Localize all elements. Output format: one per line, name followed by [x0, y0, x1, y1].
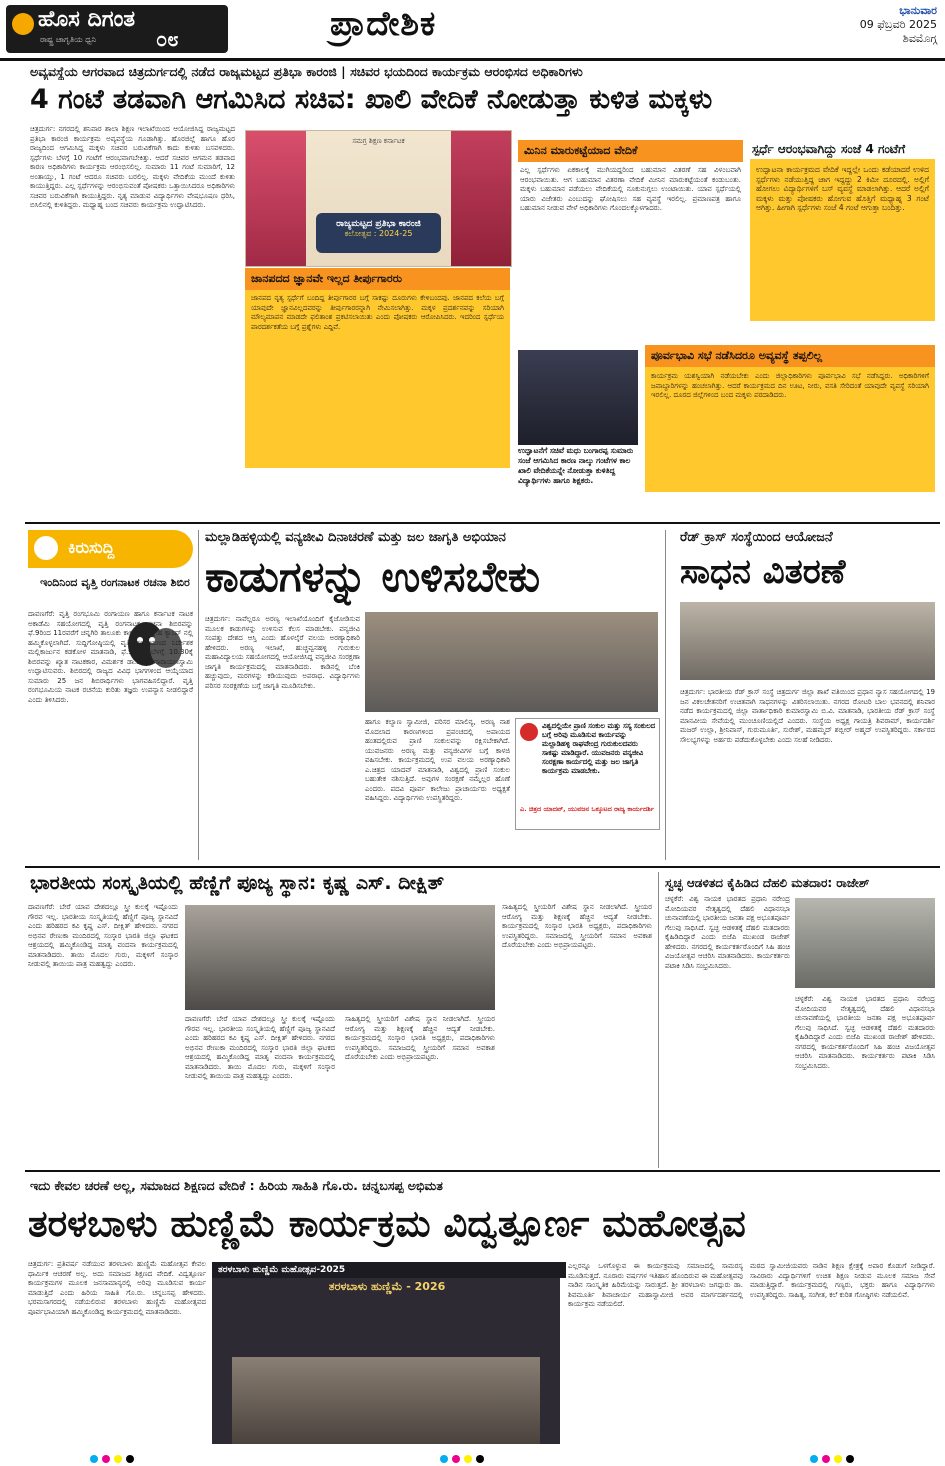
- black-dot: [846, 1455, 854, 1463]
- lead-body: ಚಿತ್ರದುರ್ಗ: ನಗರದಲ್ಲಿ ಶನಿವಾರ ಶಾಲಾ ಶಿಕ್ಷಣ ಇಲಾಖೆಯಿಂದ ಆಯೋಜಿಸಿದ್ದ ರಾಜ್ಯಮಟ್ಟದ ಪ್ರತಿಭಾ ಕಾರಂಜಿ ಕಾರ್ಯಕ್ರಮ ಅವ್ಯವಸ್ಥೆಯ ಗೂಡಾಗಿತ್ತು. ಹೊರಜಿಲ್ಲೆ ಹಾಗೂ ಹೊರ ರಾಜ್ಯದಿಂದ ಆಗಮಿಸಿದ್ದ ಮಕ್ಕಳು ಸಚಿವರ ಬರುವಿಕೆಗಾಗಿ ಕಾದು ಕುಳಿತು ಬಸವಳಿದರು. ಸ್ಪರ್ಧೆಗಳು ಬೆಳಗ್ಗೆ 10 ಗಂಟೆಗೆ ಆರಂಭವಾಗಬೇಕಿತ್ತು. ಆದರೆ ಸಚಿವರ ಆಗಮನ ತಡವಾದ ಕಾರಣ ಅಧಿಕಾರಿಗಳು ಕಾರ್ಯಕ್ರಮ ಆರಂಭಿಸಲಿಲ್ಲ. ಸುಮಾರು 11 ಗಂಟೆ ಸುಮಾರಿಗೆ, 12 ಅಂತಾಯ್ತು, 1 ಗಂಟೆ ಆದರೂ ಸಚಿವರು ಬರಲಿಲ್ಲ. ಮಕ್ಕಳು ವೇದಿಕೆಯ ಮುಂದೆ ಕುಳಿತು ಕಾಯುತ್ತಿದ್ದರು. ಎಲ್ಲ ಸ್ಪರ್ಧೆಗಳನ್ನು ಆರಂಭಿಸುವಂತೆ ಪೋಷಕರು ಒತ್ತಾಯಿಸಿದರೂ ಅಧಿಕಾರಿಗಳು ಸಚಿವರ ಬರುವಿಕೆಗಾಗಿ ಕಾಯುತ್ತಿದ್ದರು. ನೃತ್ಯ ಮಾಡುವ ವಿದ್ಯಾರ್ಥಿಗಳು ವೇಷಭೂಷಣ ಧರಿಸಿ, ಬಿಸಿಲಿನಲ್ಲಿ ಕುಳಿತಿದ್ದರು. ಮಧ್ಯಾಹ್ನ ಬಂದ ಸಚಿವರು ಕಾರ್ಯಕ್ರಮ ಉದ್ಘಾಟಿಸಿದರು.: [30, 125, 235, 209]
- box-body: ಉದ್ಘಾಟನಾ ಕಾರ್ಯಕ್ರಮದ ವೇದಿಕೆ ಇದ್ದಲ್ಲೇ ಒಂದು ಕಡೆಯಾದರೆ ಉಳಿದ ಸ್ಪರ್ಧೆಗಳು ನಡೆಯುತ್ತಿದ್ದ ಜಾಗ ಇದ್ದದ್ದು 2 ಕಿಮೀ ದೂರದಲ್ಲಿ. ಅಲ್ಲಿಗೆ ಹೋಗಲು ವಿದ್ಯಾರ್ಥಿಗಳಿಗೆ ಬಸ್ ವ್ಯವಸ್ಥೆ ಮಾಡಲಾಗಿತ್ತು. ಆದರೆ ಅಲ್ಲಿಗೆ ಮಕ್ಕಳು ಮತ್ತು ಪೋಷಕರು ಹೋಗುವ ಹೊತ್ತಿಗೆ ಮಧ್ಯಾಹ್ನ 3 ಗಂಟೆ ಆಗಿತ್ತು. ಹೀಗಾಗಿ ಸ್ಪರ್ಧೆಗಳು ಸಂಜೆ 4 ಗಂಟೆ ಆಗುತ್ತಾ ಬಂದಿತ್ತು.: [750, 159, 935, 321]
- divider: [25, 1170, 940, 1172]
- logo-title: ಹೊಸ ದಿಗಂತ: [38, 7, 136, 32]
- culture-headline: ಭಾರತೀಯ ಸಂಸ್ಕೃತಿಯಲ್ಲಿ ಹೆಣ್ಣಿಗೆ ಪೂಜ್ಯ ಸ್ಥಾನ: ಕೃಷ್ಣ ಎಸ್. ದೀಕ್ಷಿತ್: [30, 872, 444, 894]
- lead-kicker: ಅವ್ಯವಸ್ಥೆಯ ಆಗರವಾದ ಚಿತ್ರದುರ್ಗದಲ್ಲಿ ನಡೆದ ರಾಜ್ಯಮಟ್ಟದ ಪ್ರತಿಭಾ ಕಾರಂಜಿ | ಸಚಿವರ ಭಯದಿಂದ ಕಾರ್ಯಕ್ರಮ ಆರಂಭಿಸದ ಅಧಿಕಾರಿಗಳು: [30, 64, 583, 79]
- magenta-dot: [452, 1455, 460, 1463]
- masthead: [0, 0, 945, 61]
- culture-body-col4: ಸಾಹಿತ್ಯದಲ್ಲಿ ಸ್ತ್ರೀಯರಿಗೆ ವಿಶೇಷ ಸ್ಥಾನ ನೀಡಲಾಗಿದೆ. ಸ್ತ್ರೀಯರ ಆರೋಗ್ಯ ಮತ್ತು ಶಿಕ್ಷಣಕ್ಕೆ ಹೆಚ್ಚಿನ ಆದ್ಯತೆ ನೀಡಬೇಕು. ಕಾರ್ಯಕ್ರಮದಲ್ಲಿ ಸಂಸ್ಕಾರ ಭಾರತಿ ಅಧ್ಯಕ್ಷರು, ಪದಾಧಿಕಾರಿಗಳು ಉಪಸ್ಥಿತರಿದ್ದರು. ಸಮಾಜದಲ್ಲಿ ಸ್ತ್ರೀಯರಿಗೆ ಸಮಾನ ಅವಕಾಶ ದೊರೆಯಬೇಕು ಎಂದು ಅಭಿಪ್ರಾಯಪಟ್ಟರು.: [502, 903, 652, 949]
- festival-kicker: ಇದು ಕೇವಲ ಚರಣೆ ಅಲ್ಲ, ಸಮಾಜದ ಶಿಕ್ಷಣದ ವೇದಿಕೆ : ಹಿರಿಯ ಸಾಹಿತಿ ಗೊ.ರು. ಚನ್ನಬಸಪ್ಪ ಅಭಿಮತ: [30, 1178, 443, 1193]
- divider: [665, 530, 666, 860]
- kirusuddi-tag: [28, 530, 193, 568]
- registration-marks: [810, 1455, 854, 1463]
- redcross-body: ಚಿತ್ರದುರ್ಗ: ಭಾರತೀಯ ರೆಡ್ ಕ್ರಾಸ್ ಸಂಸ್ಥೆ ಚಿತ್ರದುರ್ಗ ಜಿಲ್ಲಾ ಶಾಖೆ ವತಿಯಿಂದ ಪ್ರಧಾನ ನ್ಯಾಸ ಸಹಯೋಗದಲ್ಲಿ 19 ಜನ ವಿಕಲಚೇತನರಿಗೆ ಉಚಿತವಾಗಿ ಸಾಧನಗಳನ್ನು ವಿತರಿಸಲಾಯಿತು. ನಗರದ ರೋಟರಿ ಬಾಲ ಭವನದಲ್ಲಿ ಶನಿವಾರ ನಡೆದ ಕಾರ್ಯಕ್ರಮದಲ್ಲಿ ಜಿಲ್ಲಾ ವಾರ್ತಾಧಿಕಾರಿ ಕುಮಾರಸ್ವಾಮಿ ಬಿ.ವಿ. ಮಾತನಾಡಿ, ಭಾರತೀಯ ರೆಡ್ ಕ್ರಾಸ್ ಸಂಸ್ಥೆ ಮಾನವೀಯ ಸೇವೆಯಲ್ಲಿ ಮುಂಚೂಣಿಯಲ್ಲಿದೆ ಎಂದರು. ಸಂಸ್ಥೆಯ ಅಧ್ಯಕ್ಷ ಗಾಯತ್ರಿ ಶಿವರಾಮ್, ಕಾರ್ಯದರ್ಶಿ ಮಜರ್ ಉಲ್ಲಾ, ಶ್ರೀನಿವಾಸ್, ಗುರುಮೂರ್ತಿ, ಸುರೇಶ್, ಮಹಮ್ಮದ್ ಶಬ್ಬೀರ್ ಅಹ್ಮದ್ ಉಪಸ್ಥಿತರಿದ್ದರು. ಸರ್ಕಾರದ ಸೌಲಭ್ಯಗಳನ್ನು ಅರ್ಹರು ಪಡೆದುಕೊಳ್ಳಬೇಕು ಎಂದು ಸಲಹೆ ನೀಡಿದರು.: [680, 688, 935, 744]
- registration-marks: [440, 1455, 484, 1463]
- newspaper-logo: [6, 5, 228, 53]
- divider: [25, 522, 940, 524]
- logo-tagline: ರಾಷ್ಟ್ರ ಜಾಗೃತಿಯ ಧ್ವನಿ: [40, 35, 97, 44]
- voter-event-photo: [795, 898, 935, 988]
- redcross-kicker: ರೆಡ್ ಕ್ರಾಸ್ ಸಂಸ್ಥೆಯಿಂದ ಆಯೋಜನೆ: [680, 530, 833, 545]
- festival-banner-sub: ತರಳಬಾಳು ಹುಣ್ಣಿಮೆ - 2026: [328, 1280, 446, 1293]
- banner-title: ರಾಜ್ಯಮಟ್ಟದ ಪ್ರತಿಭಾ ಕಾರಂಜಿ: [336, 219, 421, 229]
- redcross-headline: ಸಾಧನ ವಿತರಣೆ: [680, 552, 846, 592]
- artist-photo: [451, 131, 511, 266]
- lead-box-meeting: [645, 345, 935, 515]
- megaphone-icon: [34, 536, 58, 560]
- registration-marks: [90, 1455, 134, 1463]
- section-title: ಪ್ರಾದೇಶಿಕ: [330, 4, 437, 44]
- culture-event-photo: [185, 905, 495, 1010]
- cyan-dot: [810, 1455, 818, 1463]
- kirusuddi-headline: ಇಂದಿನಿಂದ ವೃತ್ತಿ ರಂಗನಾಟಕ ರಚನಾ ಶಿಬಿರ: [40, 576, 190, 589]
- festival-body-mid: ಎಲ್ಲರನ್ನೂ ಒಳಗೊಳ್ಳುವ ಈ ಕಾರ್ಯಕ್ರಮವು ಸಮಾಜದಲ್ಲಿ ಸಾಮರಸ್ಯ ಮೂಡಿಸುತ್ತದೆ. ನೂರಾರು ವರ್ಷಗಳ ಇತಿಹಾಸ ಹೊಂದಿರುವ ಈ ಮಹೋತ್ಸವವು ನಾಡಿನ ಸಾಂಸ್ಕೃತಿಕ ಹಿರಿಮೆಯನ್ನು ಸಾರುತ್ತದೆ. ಶ್ರೀ ತರಳಬಾಳು ಜಗದ್ಗುರು ಡಾ. ಶಿವಮೂರ್ತಿ ಶಿವಾಚಾರ್ಯ ಮಹಾಸ್ವಾಮೀಜಿ ಅವರ ಮಾರ್ಗದರ್ಶನದಲ್ಲಿ ಕಾರ್ಯಕ್ರಮ ನಡೆಯಲಿದೆ.: [568, 1262, 743, 1308]
- divider: [658, 872, 659, 1168]
- yellow-dot: [464, 1455, 472, 1463]
- yellow-dot: [114, 1455, 122, 1463]
- lead-box-time: [750, 140, 935, 340]
- date-label: 09 ಫೆಬ್ರವರಿ 2025: [859, 18, 937, 31]
- forest-event-photo: [365, 612, 658, 712]
- lead-box-stage: [518, 140, 743, 350]
- festival-event-photo: [212, 1262, 560, 1444]
- dateline: [860, 4, 937, 46]
- page-number: ೦೮: [156, 27, 179, 51]
- voter-headline: ಸ್ವಚ್ಛ ಆಡಳಿತದ ಕೈಹಿಡಿದ ದೆಹಲಿ ಮತದಾರ: ರಾಜೇಶ್: [665, 876, 870, 890]
- magenta-dot: [822, 1455, 830, 1463]
- lead-photo-caption: ಉದ್ಘಾಟನೆಗೆ ಸಚಿವೆ ಮಧು ಬಂಗಾರಪ್ಪ ಸುಮಾರು ಸಂಜೆ ಆಗಮಿಸಿದ ಕಾರಣ ನಾಲ್ಕು ಗಂಟೆಗಳ ಕಾಲ ಖಾಲಿ ವೇದಿಕೆಯನ್ನೇ ನೋಡುತ್ತಾ ಕುಳಿತಿದ್ದ ವಿದ್ಯಾರ್ಥಿಗಳು ಹಾಗೂ ಶಿಕ್ಷಕರು.: [518, 446, 634, 485]
- divider: [198, 530, 199, 860]
- black-dot: [476, 1455, 484, 1463]
- banner-line: ಸಮಗ್ರ ಶಿಕ್ಷಣ ಕರ್ನಾಟಕ: [352, 137, 405, 145]
- black-dot: [126, 1455, 134, 1463]
- quote-icon: [520, 723, 538, 741]
- festival-headline: ತರಳಬಾಳು ಹುಣ್ಣಿಮೆ ಕಾರ್ಯಕ್ರಮ ವಿದ್ವತ್ಪೂರ್ಣ ಮಹೋತ್ಸವ: [28, 1202, 746, 1245]
- lead-headline: 4 ಗಂಟೆ ತಡವಾಗಿ ಆಗಮಿಸಿದ ಸಚಿವ: ಖಾಲಿ ವೇದಿಕೆ ನೋಡುತ್ತಾ ಕುಳಿತ ಮಕ್ಕಳು: [30, 84, 713, 115]
- quote-text: ವಿಶ್ವದಲ್ಲಿಯೇ ಪ್ರಾಣಿ ಸಂಕುಲ ಮತ್ತು ಸಸ್ಯ ಸಂಕುಲದ ಬಗ್ಗೆ ಅರಿವು ಮೂಡಿಸುವ ಕಾರ್ಯವನ್ನು ಮಲ್ಲಾಡಿಹಳ್ಳಿ ರಾಘವೇಂದ್ರ ಗುರುಕುಲದವರು ಸಾಕಷ್ಟು ಮಾಡಿದ್ದಾರೆ. ಯುವಜನರು ವನ್ಯಜೀವಿ ಸಂರಕ್ಷಣಾ ಕಾರ್ಯದಲ್ಲಿ ಮತ್ತು ಜಲ ಜಾಗೃತಿ ಕಾರ್ಯಕ್ರಮ ಮಾಡಬೇಕು.: [542, 722, 656, 775]
- lead-stage-photo: [518, 350, 638, 445]
- cyan-dot: [440, 1455, 448, 1463]
- forest-body-left: ಚಿತ್ರದುರ್ಗ: ನಾವೆಲ್ಲರೂ ಅರಣ್ಯ ಇಲಾಖೆಯೊಂದಿಗೆ ಕೈಜೋಡಿಸುವ ಮೂಲಕ ಕಾಡುಗಳನ್ನು ಉಳಿಸುವ ಕೆಲಸ ಮಾಡಬೇಕು. ವನ್ಯಜೀವಿ ಸಂಪತ್ತು ದೇಶದ ಆಸ್ತಿ ಎಂದು ಹೊಳಲ್ಕೆರೆ ವಲಯ ಅರಣ್ಯಾಧಿಕಾರಿ ಹೇಳಿದರು. ಅರಣ್ಯ ಇಲಾಖೆ, ಹುಚ್ಚವ್ವನಹಳ್ಳಿ ಗುರುಕುಲ ಮಹಾವಿದ್ಯಾಲಯ ಸಹಯೋಗದಲ್ಲಿ ಆಯೋಜಿಸಿದ್ದ ವನ್ಯಜೀವಿ ಸಂರಕ್ಷಣಾ ಜಾಗೃತಿ ಕಾರ್ಯಕ್ರಮದಲ್ಲಿ ಮಾತನಾಡಿದರು. ಕಾಡಿನಲ್ಲಿ ಬೆಂಕಿ ಹಚ್ಚುವುದು, ಮರಗಳನ್ನು ಕಡಿಯುವುದು ಅಪರಾಧ. ವಿದ್ಯಾರ್ಥಿಗಳು ಪರಿಸರ ಸಂರಕ್ಷಣೆಯ ಬಗ್ಗೆ ಜಾಗೃತಿ ಮೂಡಿಸಬೇಕು.: [205, 615, 360, 690]
- banner-year: ಕಲೋತ್ಸವ : 2024-25: [344, 229, 413, 238]
- culture-body-right: ಸಾಹಿತ್ಯದಲ್ಲಿ ಸ್ತ್ರೀಯರಿಗೆ ವಿಶೇಷ ಸ್ಥಾನ ನೀಡಲಾಗಿದೆ. ಸ್ತ್ರೀಯರ ಆರೋಗ್ಯ ಮತ್ತು ಶಿಕ್ಷಣಕ್ಕೆ ಹೆಚ್ಚಿನ ಆದ್ಯತೆ ನೀಡಬೇಕು. ಕಾರ್ಯಕ್ರಮದಲ್ಲಿ ಸಂಸ್ಕಾರ ಭಾರತಿ ಅಧ್ಯಕ್ಷರು, ಪದಾಧಿಕಾರಿಗಳು ಉಪಸ್ಥಿತರಿದ್ದರು. ಸಮಾಜದಲ್ಲಿ ಸ್ತ್ರೀಯರಿಗೆ ಸಮಾನ ಅವಕಾಶ ದೊರೆಯಬೇಕು ಎಂದು ಅಭಿಪ್ರಾಯಪಟ್ಟರು.: [345, 1015, 495, 1061]
- city-label: ಶಿವಮೊಗ್ಗ: [902, 32, 937, 45]
- divider: [25, 866, 940, 868]
- magenta-dot: [102, 1455, 110, 1463]
- dignitaries-group: [232, 1357, 540, 1444]
- box-body: ಕಾರ್ಯಕ್ರಮ ಯಶಸ್ವಿಯಾಗಿ ನಡೆಯಬೇಕು ಎಂದು ಜಿಲ್ಲಾಧಿಕಾರಿಗಳು ಪೂರ್ವಭಾವಿ ಸಭೆ ನಡೆಸಿದ್ದರು. ಅಧಿಕಾರಿಗಳಿಗೆ ಜವಾಬ್ದಾರಿಗಳನ್ನು ಹಂಚಲಾಗಿತ್ತು. ಆದರೆ ಕಾರ್ಯಕ್ರಮದ ದಿನ ಊಟ, ನೀರು, ವಸತಿ ಸೇರಿದಂತೆ ಯಾವುದೇ ವ್ಯವಸ್ಥೆ ಸರಿಯಾಗಿ ಇರಲಿಲ್ಲ. ದೂರದ ಜಿಲ್ಲೆಗಳಿಂದ ಬಂದ ಮಕ್ಕಳು ಪರದಾಡಿದರು.: [645, 367, 935, 492]
- box-title: ಸ್ಪರ್ಧೆ ಆರಂಭವಾಗಿದ್ದು ಸಂಜೆ 4 ಗಂಟೆಗೆ: [752, 142, 906, 156]
- kirusuddi-body: ದಾವಣಗೆರೆ: ವೃತ್ತಿ ರಂಗಭೂಮಿ ರಂಗಾಯಣ ಹಾಗೂ ಕರ್ನಾಟಕ ನಾಟಕ ಅಕಾಡೆಮಿ ಸಹಯೋಗದಲ್ಲಿ ವೃತ್ತಿ ರಂಗನಾಟಕ ರಚನಾ ಶಿಬಿರವನ್ನು ಫೆ.9ರಿಂದ 11ರವರೆಗೆ ಚನ್ನಗಿರಿ ತಾಲೂಕು ಕಾಕನೂರಿನ ಸ್ನೇಹ ಕ್ಯಾಂಪ್ ನಲ್ಲಿ ಹಮ್ಮಿಕೊಳ್ಳಲಾಗಿದೆ. ಸುದ್ದಿಗೋಷ್ಠಿಯಲ್ಲಿ ವೃತ್ತಿ ರಂಗಾಯಣದ ನಿರ್ದೇಶಕ ಮಲ್ಲಿಕಾರ್ಜುನ ಕಡಕೋಳ ಮಾತನಾಡಿ, ಫೆ.9ರಂದು ಬೆಳಗ್ಗೆ 10.30ಕ್ಕೆ ಶಿಬಿರವನ್ನು ಖ್ಯಾತ ನಾಟಕಕಾರ, ವಿಮರ್ಶಕ ಡಾ.ಕೆ.ವೈ. ನಾರಾಯಣಸ್ವಾಮಿ ಉದ್ಘಾಟಿಸುವರು. ಶಿಬಿರದಲ್ಲಿ ರಾಜ್ಯದ ವಿವಿಧ ಭಾಗಗಳಿಂದ ಆಯ್ಕೆಯಾದ ಸುಮಾರು 25 ಜನ ಶಿಬಿರಾರ್ಥಿಗಳು ಭಾಗವಹಿಸಲಿದ್ದಾರೆ. ವೃತ್ತಿ ರಂಗಭೂಮಿಯ ನಾಟಕ ರಚನೆಯ ಕುರಿತು ತಜ್ಞರು ಉಪನ್ಯಾಸ ನೀಡಲಿದ್ದಾರೆ ಎಂದು ತಿಳಿಸಿದರು.: [28, 610, 193, 704]
- banner-title-box: [316, 213, 441, 253]
- forest-body-right: ಹಾಗೂ ಕಲ್ಯಾಣ ಸ್ವಾಮೀಜಿ, ಪರಿಸರ ಮಾಲಿನ್ಯ, ಅರಣ್ಯ ನಾಶ ಮೊದಲಾದ ಕಾರಣಗಳಿಂದ ಪ್ರಪಂಚದಲ್ಲಿ ಅಪಾಯದ ಹಂತದಲ್ಲಿರುವ ಪ್ರಾಣಿ ಸಂಕುಲವನ್ನು ರಕ್ಷಿಸಬೇಕಾಗಿದೆ. ಯುವಜನರು ಅರಣ್ಯ ಮತ್ತು ವನ್ಯಜೀವಿಗಳ ಬಗ್ಗೆ ಕಾಳಜಿ ವಹಿಸಬೇಕು. ಕಾರ್ಯಕ್ರಮದಲ್ಲಿ ಉಪ ವಲಯ ಅರಣ್ಯಾಧಿಕಾರಿ ಎ.ಚಿತ್ರದ ಯಾದವ್ ಮಾತನಾಡಿ, ವಿಶ್ವದಲ್ಲಿ ಪ್ರಾಣಿ ಸಂಕುಲ ಬಹುತೇಕ ನಶಿಸುತ್ತಿದೆ. ಅವುಗಳ ಸಂರಕ್ಷಣೆ ನಮ್ಮೆಲ್ಲರ ಹೊಣೆ ಎಂದರು. ಪದವಿ ಪೂರ್ವ ಕಾಲೇಜು ಪ್ರಾಚಾರ್ಯರು ಅಧ್ಯಕ್ಷತೆ ವಹಿಸಿದ್ದರು. ವಿದ್ಯಾರ್ಥಿಗಳು ಉಪಸ್ಥಿತರಿದ್ದರು.: [365, 718, 510, 802]
- yellow-dot: [834, 1455, 842, 1463]
- cyan-dot: [90, 1455, 98, 1463]
- lead-box-judges: [245, 268, 510, 468]
- culture-body-left: ದಾವಣಗೆರೆ: ಬೇರೆ ಯಾವ ದೇಶದಲ್ಲೂ ಸ್ತ್ರೀ ಕುಲಕ್ಕೆ ಇಷ್ಟೊಂದು ಗೌರವ ಇಲ್ಲ. ಭಾರತೀಯ ಸಂಸ್ಕೃತಿಯಲ್ಲಿ ಹೆಣ್ಣಿಗೆ ಪೂಜ್ಯ ಸ್ಥಾನವಿದೆ ಎಂದು ಹರಿಹರದ ಕವಿ ಕೃಷ್ಣ ಎಸ್. ದೀಕ್ಷಿತ್ ಹೇಳಿದರು. ನಗರದ ಅಭಿನವ ರೇಣುಕಾ ಮಂದಿರದಲ್ಲಿ ಸಂಸ್ಕಾರ ಭಾರತಿ ಜಿಲ್ಲಾ ಘಟಕದ ಆಶ್ರಯದಲ್ಲಿ ಹಮ್ಮಿಕೊಂಡಿದ್ದ ಮಾತೃ ವಂದನಾ ಕಾರ್ಯಕ್ರಮದಲ್ಲಿ ಮಾತನಾಡಿದರು. ತಾಯಿ ಮೊದಲ ಗುರು, ಮಕ್ಕಳಿಗೆ ಸಂಸ್ಕಾರ ನೀಡುವಲ್ಲಿ ತಾಯಿಯ ಪಾತ್ರ ಮಹತ್ವದ್ದು ಎಂದರು.: [28, 903, 178, 968]
- box-title: ಜಾನಪದದ ಜ್ಞಾನವೇ ಇಲ್ಲದ ತೀರ್ಪುಗಾರರು: [245, 268, 510, 290]
- quote-author: ಎ. ಚಿತ್ರದ ಯಾದವ್, ಯುವಜನ ಒಕ್ಕೂಟದ ರಾಜ್ಯ ಕಾರ್ಯದರ್ಶಿ: [520, 805, 655, 813]
- festival-body-right: ಮಠದ ಸ್ವಾಮೀಜಿಯವರು ನಾಡಿನ ಶಿಕ್ಷಣ ಕ್ಷೇತ್ರಕ್ಕೆ ಅಪಾರ ಕೊಡುಗೆ ನೀಡಿದ್ದಾರೆ. ಸಾವಿರಾರು ವಿದ್ಯಾರ್ಥಿಗಳಿಗೆ ಉಚಿತ ಶಿಕ್ಷಣ ನೀಡುವ ಮೂಲಕ ಸಮಾಜ ಸೇವೆ ಮಾಡುತ್ತಿದ್ದಾರೆ. ಕಾರ್ಯಕ್ರಮದಲ್ಲಿ ಗಣ್ಯರು, ಭಕ್ತರು ಹಾಗೂ ವಿದ್ಯಾರ್ಥಿಗಳು ಉಪಸ್ಥಿತರಿದ್ದರು. ಸಾಹಿತ್ಯ, ಸಂಗೀತ, ಕಲೆ ಕುರಿತ ಗೋಷ್ಠಿಗಳು ನಡೆಯಲಿವೆ.: [750, 1262, 935, 1299]
- day-label: ಭಾನುವಾರ: [899, 4, 937, 17]
- festival-body-left: ಚಿತ್ರದುರ್ಗ: ಪ್ರತಿವರ್ಷ ನಡೆಯುವ ತರಳಬಾಳು ಹುಣ್ಣಿಮೆ ಮಹೋತ್ಸವ ಕೇವಲ ಧಾರ್ಮಿಕ ಆಚರಣೆ ಅಲ್ಲ. ಅದು ಸಮಾಜದ ಶಿಕ್ಷಣದ ವೇದಿಕೆ. ವಿದ್ವತ್ಪೂರ್ಣ ಕಾರ್ಯಕ್ರಮಗಳ ಮೂಲಕ ಜನಸಾಮಾನ್ಯರಲ್ಲಿ ಅರಿವು ಮೂಡಿಸುವ ಕಾರ್ಯ ಮಾಡುತ್ತಿದೆ ಎಂದು ಹಿರಿಯ ಸಾಹಿತಿ ಗೊ.ರು. ಚನ್ನಬಸಪ್ಪ ಹೇಳಿದರು. ಭರಮಸಾಗರದಲ್ಲಿ ನಡೆಯಲಿರುವ ತರಳಬಾಳು ಹುಣ್ಣಿಮೆ ಮಹೋತ್ಸವದ ಪೂರ್ವಭಾವಿಯಾಗಿ ಹಮ್ಮಿಕೊಂಡಿದ್ದ ಕಾರ್ಯಕ್ರಮದಲ್ಲಿ ಮಾತನಾಡಿದರು.: [28, 1260, 206, 1316]
- lead-banner-photo: [245, 130, 512, 267]
- box-body: ಜಾನಪದ ನೃತ್ಯ ಸ್ಪರ್ಧೆಗೆ ಬಂದಿದ್ದ ತೀರ್ಪುಗಾರರ ಬಗ್ಗೆ ಸಾಕಷ್ಟು ದೂರುಗಳು ಕೇಳಿಬಂದವು. ಜಾನಪದ ಕಲೆಯ ಬಗ್ಗೆ ಯಾವುದೇ ಜ್ಞಾನವಿಲ್ಲದವರನ್ನು ತೀರ್ಪುಗಾರರನ್ನಾಗಿ ನೇಮಿಸಲಾಗಿತ್ತು. ಮಕ್ಕಳ ಪ್ರದರ್ಶನವನ್ನು ಸರಿಯಾಗಿ ಮೌಲ್ಯಮಾಪನ ಮಾಡದೇ ಫಲಿತಾಂಶ ಪ್ರಕಟಿಸಲಾಯಿತು ಎಂದು ಪೋಷಕರು ಆರೋಪಿಸಿದರು. ಇದರಿಂದ ಸ್ಪರ್ಧೆಯ ಪಾರದರ್ಶಕತೆಯ ಬಗ್ಗೆ ಪ್ರಶ್ನೆಗಳು ಎದ್ದಿವೆ.: [251, 294, 504, 331]
- voter-body: ಚಳ್ಳಕೆರೆ: ವಿಶ್ವ ನಾಯಕ ಭಾರತದ ಪ್ರಧಾನಿ ನರೇಂದ್ರ ಮೋದಿಯವರ ನೇತೃತ್ವದಲ್ಲಿ ದೆಹಲಿ ವಿಧಾನಸಭಾ ಚುನಾವಣೆಯಲ್ಲಿ ಭಾರತೀಯ ಜನತಾ ಪಕ್ಷ ಅಭೂತಪೂರ್ವ ಗೆಲುವು ಸಾಧಿಸಿದೆ. ಸ್ವಚ್ಛ ಆಡಳಿತಕ್ಕೆ ದೆಹಲಿ ಮತದಾರರು ಕೈಹಿಡಿದಿದ್ದಾರೆ ಎಂದು ಬಿಜೆಪಿ ಮುಖಂಡ ರಾಜೇಶ್ ಹೇಳಿದರು. ನಗರದಲ್ಲಿ ಕಾರ್ಯಕರ್ತರೊಂದಿಗೆ ಸಿಹಿ ಹಂಚಿ ವಿಜಯೋತ್ಸವ ಆಚರಿಸಿ ಮಾತನಾಡಿದರು. ಕಾರ್ಯಕರ್ತರು ಪಟಾಕಿ ಸಿಡಿಸಿ ಸಂಭ್ರಮಿಸಿದರು.: [665, 895, 790, 970]
- kirusuddi-label: ಕಿರುಸುದ್ದಿ: [68, 538, 115, 557]
- redcross-event-photo: [680, 602, 935, 680]
- box-body: ಎಲ್ಲ ಸ್ಪರ್ಧೆಗಳು ಏಕಕಾಲಕ್ಕೆ ಮುಗಿಯದ್ದರಿಂದ ಬಹುಮಾನ ವಿತರಣೆ ಸಹ ವಿಳಂಬವಾಗಿ ಆರಂಭವಾಯಿತು. ಆಗ ಬಹುಮಾನ ವಿತರಣಾ ವೇದಿಕೆ ಮೀನಿನ ಮಾರುಕಟ್ಟೆಯಂತೆ ಕಂಡುಬಂತು. ಮಕ್ಕಳು ಬಹುಮಾನ ಪಡೆಯಲು ವೇದಿಕೆಯಲ್ಲಿ ನೂಕುನುಗ್ಗಲು ಉಂಟಾಯಿತು. ಯಾವ ಸ್ಪರ್ಧೆಯಲ್ಲಿ ಯಾರು ವಿಜೇತರು ಎಂಬುದನ್ನು ಘೋಷಿಸಲು ಸಹ ವ್ಯವಸ್ಥೆ ಇರಲಿಲ್ಲ. ಪ್ರಮಾಣಪತ್ರ ಹಾಗೂ ಬಹುಮಾನ ನೀಡುವ ವೇಳೆ ಅಧಿಕಾರಿಗಳು ಗೊಂದಲಕ್ಕೊಳಗಾದರು.: [520, 166, 741, 212]
- box-title: ಪೂರ್ವಭಾವಿ ಸಭೆ ನಡೆಸಿದರೂ ಅವ್ಯವಸ್ಥೆ ತಪ್ಪಲಿಲ್ಲ: [645, 345, 935, 367]
- forest-kicker: ಮಲ್ಲಾಡಿಹಳ್ಳಿಯಲ್ಲಿ ವನ್ಯಜೀವಿ ದಿನಾಚರಣೆ ಮತ್ತು ಜಲ ಜಾಗೃತಿ ಅಭಿಯಾನ: [205, 530, 506, 545]
- festival-banner: ತರಳಬಾಳು ಹುಣ್ಣಿಮೆ ಮಹೋತ್ಸವ-2025: [212, 1262, 566, 1278]
- forest-headline: ಕಾಡುಗಳನ್ನು ಉಳಿಸಬೇಕು: [205, 552, 541, 601]
- forest-quote-box: [515, 718, 660, 830]
- sun-icon: [12, 13, 34, 35]
- culture-body-mid: ದಾವಣಗೆರೆ: ಬೇರೆ ಯಾವ ದೇಶದಲ್ಲೂ ಸ್ತ್ರೀ ಕುಲಕ್ಕೆ ಇಷ್ಟೊಂದು ಗೌರವ ಇಲ್ಲ. ಭಾರತೀಯ ಸಂಸ್ಕೃತಿಯಲ್ಲಿ ಹೆಣ್ಣಿಗೆ ಪೂಜ್ಯ ಸ್ಥಾನವಿದೆ ಎಂದು ಹರಿಹರದ ಕವಿ ಕೃಷ್ಣ ಎಸ್. ದೀಕ್ಷಿತ್ ಹೇಳಿದರು. ನಗರದ ಅಭಿನವ ರೇಣುಕಾ ಮಂದಿರದಲ್ಲಿ ಸಂಸ್ಕಾರ ಭಾರತಿ ಜಿಲ್ಲಾ ಘಟಕದ ಆಶ್ರಯದಲ್ಲಿ ಹಮ್ಮಿಕೊಂಡಿದ್ದ ಮಾತೃ ವಂದನಾ ಕಾರ್ಯಕ್ರಮದಲ್ಲಿ ಮಾತನಾಡಿದರು. ತಾಯಿ ಮೊದಲ ಗುರು, ಮಕ್ಕಳಿಗೆ ಸಂಸ್ಕಾರ ನೀಡುವಲ್ಲಿ ತಾಯಿಯ ಪಾತ್ರ ಮಹತ್ವದ್ದು ಎಂದರು.: [185, 1015, 335, 1080]
- box-title: ಮಿನಿನ ಮಾರುಕಟ್ಟೆಯಾದ ವೇದಿಕೆ: [518, 140, 743, 162]
- voter-body-right: ಚಳ್ಳಕೆರೆ: ವಿಶ್ವ ನಾಯಕ ಭಾರತದ ಪ್ರಧಾನಿ ನರೇಂದ್ರ ಮೋದಿಯವರ ನೇತೃತ್ವದಲ್ಲಿ ದೆಹಲಿ ವಿಧಾನಸಭಾ ಚುನಾವಣೆಯಲ್ಲಿ ಭಾರತೀಯ ಜನತಾ ಪಕ್ಷ ಅಭೂತಪೂರ್ವ ಗೆಲುವು ಸಾಧಿಸಿದೆ. ಸ್ವಚ್ಛ ಆಡಳಿತಕ್ಕೆ ದೆಹಲಿ ಮತದಾರರು ಕೈಹಿಡಿದಿದ್ದಾರೆ ಎಂದು ಬಿಜೆಪಿ ಮುಖಂಡ ರಾಜೇಶ್ ಹೇಳಿದರು. ನಗರದಲ್ಲಿ ಕಾರ್ಯಕರ್ತರೊಂದಿಗೆ ಸಿಹಿ ಹಂಚಿ ವಿಜಯೋತ್ಸವ ಆಚರಿಸಿ ಮಾತನಾಡಿದರು. ಕಾರ್ಯಕರ್ತರು ಪಟಾಕಿ ಸಿಡಿಸಿ ಸಂಭ್ರಮಿಸಿದರು.: [795, 995, 935, 1070]
- artist-photo: [246, 131, 306, 266]
